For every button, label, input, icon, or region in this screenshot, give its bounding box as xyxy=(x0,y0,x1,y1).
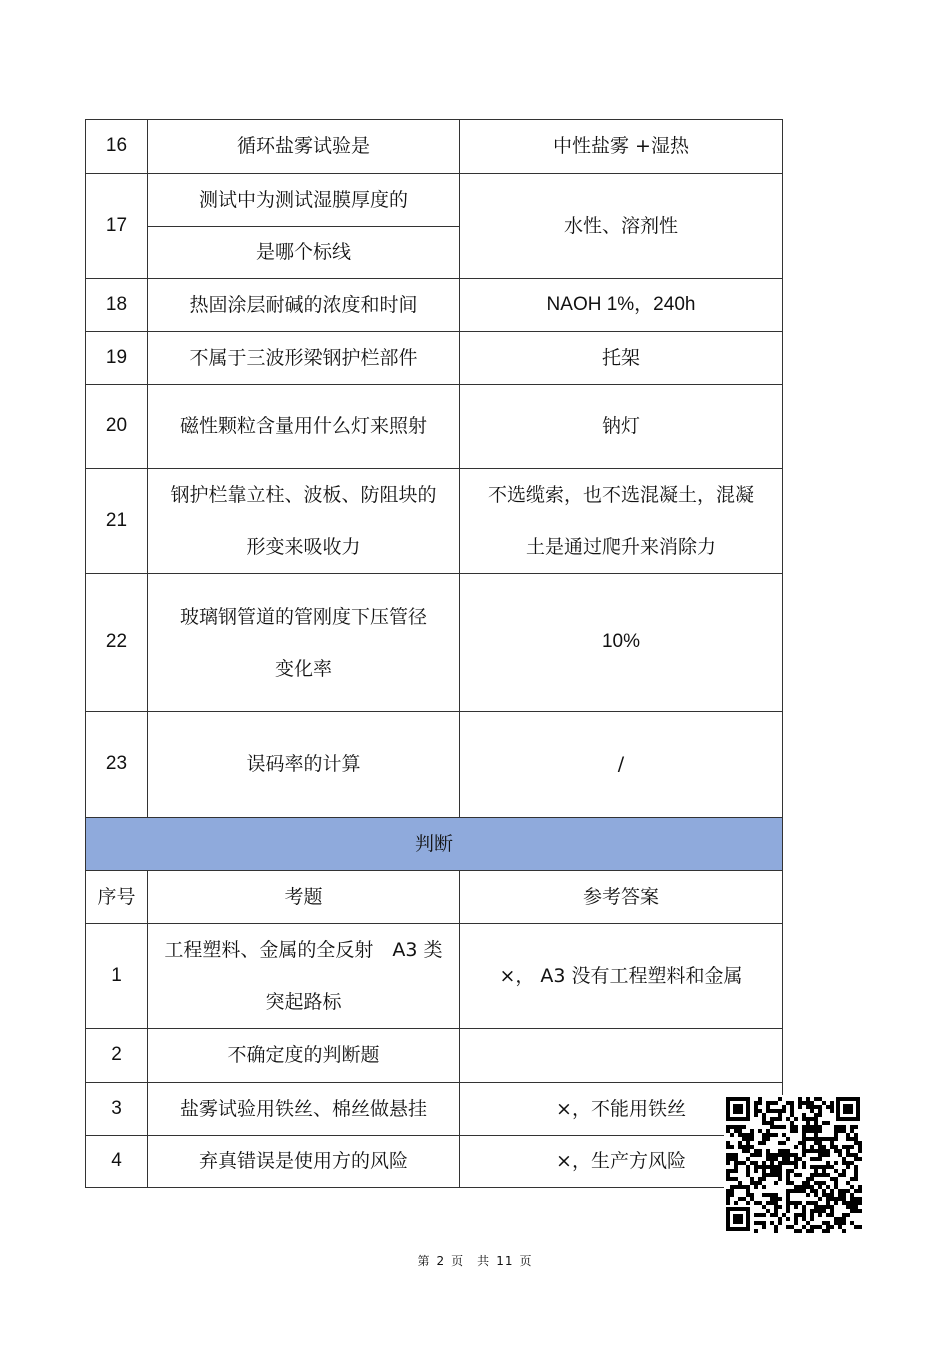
table-row xyxy=(86,385,783,469)
header-answer: 参考答案 xyxy=(460,871,783,924)
table-row xyxy=(86,574,783,712)
footer-total-pages: 11 xyxy=(496,1254,514,1268)
answer-cell: 中性盐雾 +湿热 xyxy=(460,120,783,174)
row-number: 1 xyxy=(86,924,148,1029)
header-question: 考题 xyxy=(148,871,460,924)
row-number: 18 xyxy=(86,279,148,332)
answer-cell: ×，不能用铁丝 xyxy=(460,1083,783,1136)
question-cell: 盐雾试验用铁丝、棉丝做悬挂 xyxy=(148,1083,460,1136)
page-footer xyxy=(0,1252,950,1269)
question-cell: 测试中为测试湿膜厚度的 xyxy=(148,174,460,227)
section-title: 判断 xyxy=(86,818,783,871)
question-cell: 不属于三波形梁钢护栏部件 xyxy=(148,332,460,385)
question-line: 钢护栏靠立柱、波板、防阻块的 xyxy=(170,484,437,506)
row-number: 23 xyxy=(86,712,148,818)
question-cell: 不确定度的判断题 xyxy=(148,1029,460,1083)
answer-cell: 水性、溶剂性 xyxy=(460,174,783,279)
table-row xyxy=(86,279,783,332)
question-cell xyxy=(148,469,460,574)
footer-prefix: 第 xyxy=(417,1254,431,1268)
answer-line: 不选缆索，也不选混凝土，混凝 xyxy=(487,484,754,506)
row-number: 20 xyxy=(86,385,148,469)
answer-cell xyxy=(460,1029,783,1083)
answer-cell: ×，生产方风险 xyxy=(460,1136,783,1188)
question-cell: 弃真错误是使用方的风险 xyxy=(148,1136,460,1188)
question-cell: 循环盐雾试验是 xyxy=(148,120,460,174)
row-number: 19 xyxy=(86,332,148,385)
row-number: 22 xyxy=(86,574,148,712)
question-cell: 误码率的计算 xyxy=(148,712,460,818)
table-row xyxy=(86,174,783,227)
qr-finder-bottom-left xyxy=(726,1207,750,1231)
row-number: 4 xyxy=(86,1136,148,1188)
qa-table xyxy=(85,119,783,1188)
column-header-row xyxy=(86,871,783,924)
answer-cell: 钠灯 xyxy=(460,385,783,469)
question-cell: 磁性颗粒含量用什么灯来照射 xyxy=(148,385,460,469)
table-row xyxy=(86,332,783,385)
table-row xyxy=(86,469,783,574)
table-row xyxy=(86,1029,783,1083)
question-line: 变化率 xyxy=(274,657,332,680)
answer-cell: / xyxy=(460,712,783,818)
question-line: 玻璃钢管道的管刚度下压管径 xyxy=(179,605,427,628)
table-row xyxy=(86,1083,783,1136)
answer-cell: NAOH 1%，240h xyxy=(460,279,783,332)
table-row xyxy=(86,712,783,818)
answer-cell xyxy=(460,469,783,574)
answer-cell: 10% xyxy=(460,574,783,712)
section-header-row xyxy=(86,818,783,871)
footer-suffix: 页 xyxy=(519,1254,533,1268)
footer-mid: 页 共 xyxy=(451,1254,491,1268)
qr-finder-top-left xyxy=(726,1097,750,1121)
question-cell: 热固涂层耐碱的浓度和时间 xyxy=(148,279,460,332)
row-number: 21 xyxy=(86,469,148,574)
header-number: 序号 xyxy=(86,871,148,924)
answer-line: 土是通过爬升来消除力 xyxy=(525,536,716,558)
question-cell: 是哪个标线 xyxy=(148,227,460,279)
answer-cell: 托架 xyxy=(460,332,783,385)
row-number: 16 xyxy=(86,120,148,174)
table-row xyxy=(86,1136,783,1188)
answer-cell: ×， A3 没有工程塑料和金属 xyxy=(460,924,783,1029)
footer-page-number: 2 xyxy=(436,1254,446,1268)
question-line: 形变来吸收力 xyxy=(246,536,361,558)
question-line: 工程塑料、金属的全反射 A3 类 xyxy=(164,939,443,961)
qr-code-image xyxy=(724,1095,862,1233)
question-line: 突起路标 xyxy=(265,991,342,1013)
row-number: 17 xyxy=(86,174,148,279)
qr-finder-top-right xyxy=(836,1097,860,1121)
question-cell xyxy=(148,924,460,1029)
row-number: 3 xyxy=(86,1083,148,1136)
question-cell xyxy=(148,574,460,712)
table-row xyxy=(86,120,783,174)
row-number: 2 xyxy=(86,1029,148,1083)
table-row xyxy=(86,924,783,1029)
